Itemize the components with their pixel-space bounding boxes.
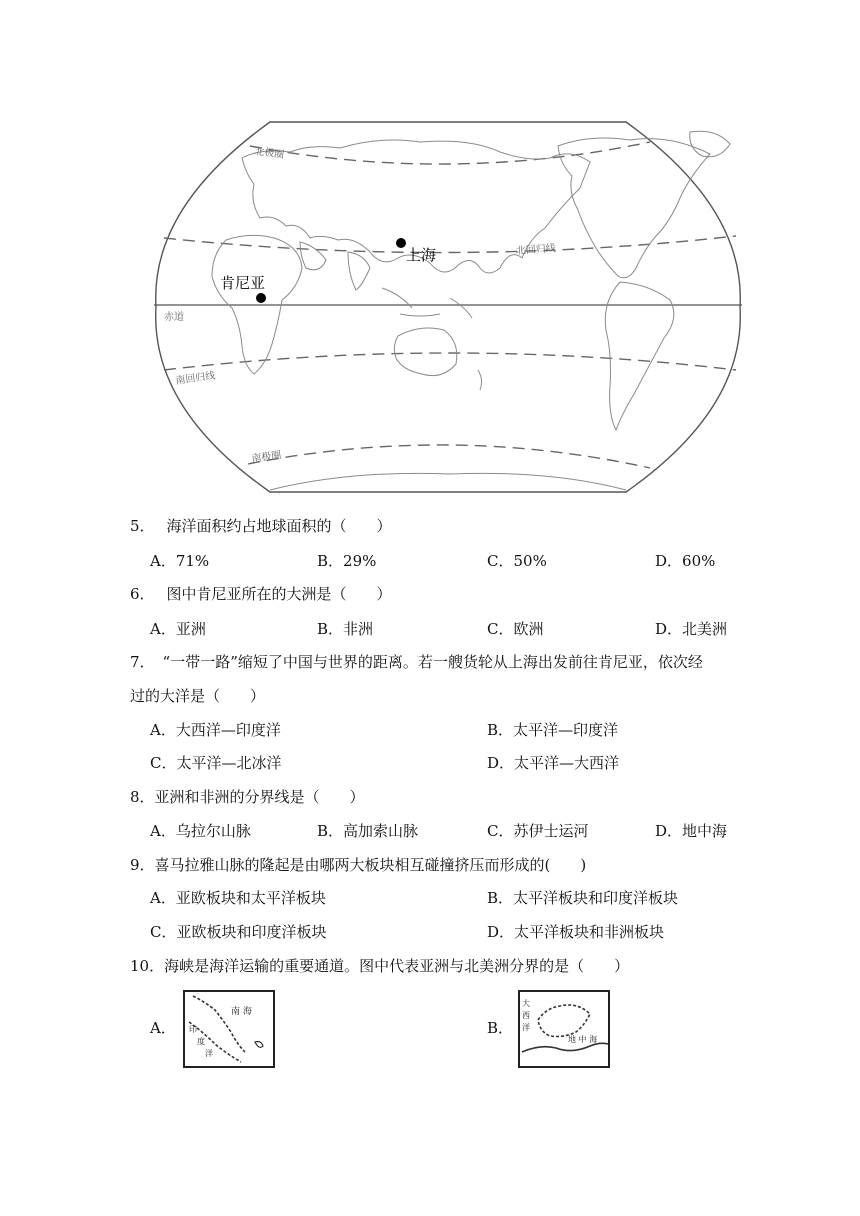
arctic-circle-line [250, 142, 650, 164]
equator-label: 赤道 [164, 312, 184, 323]
question-10 [130, 956, 629, 976]
world-map [150, 118, 746, 496]
newzealand-outline [478, 370, 482, 390]
shanghai-dot [396, 238, 406, 248]
tropic-cancer-label: 北回归线 [515, 243, 557, 257]
q9-option-a[interactable]: A．亚欧板块和太平洋板块 [150, 889, 326, 907]
island-outline [255, 1042, 263, 1048]
arctic-circle-label: 北极圈 [253, 146, 285, 162]
question-number: 8． [130, 788, 155, 806]
antarctica-outline [270, 473, 626, 490]
question-number: 9． [130, 856, 155, 874]
kenya-label: 肯尼亚 [220, 274, 266, 292]
north-america-outline [558, 138, 710, 278]
question-6 [130, 584, 392, 604]
shanghai-label: 上海 [406, 246, 437, 264]
question-number: 6． [130, 585, 155, 603]
antarctic-circle-line [248, 445, 650, 468]
question-8 [130, 787, 365, 807]
thumb-b-label-2: 西 [522, 1011, 530, 1020]
q8-option-c[interactable]: C．苏伊士运河 [487, 822, 589, 840]
south-america-outline [605, 282, 674, 430]
q5-option-d[interactable]: D．60% [655, 552, 716, 570]
q7-option-d[interactable]: D．太平洋—大西洋 [487, 754, 620, 772]
q6-option-c[interactable]: C．欧洲 [487, 620, 544, 638]
q10-strait-map-a[interactable] [183, 990, 275, 1068]
question-number: 10． [130, 957, 165, 975]
greenland-outline [690, 131, 730, 157]
thumb-a-sea-label: 南 海 [231, 1007, 252, 1017]
thumb-b-label-1: 大 [522, 999, 530, 1008]
question-text: 图中肯尼亚所在的大洲是（ ） [166, 585, 392, 603]
thumb-b-sea-label: 地 中 海 [568, 1035, 598, 1044]
q9-option-d[interactable]: D．太平洋板块和非洲板块 [487, 923, 665, 941]
q7-option-b[interactable]: B．太平洋—印度洋 [487, 721, 619, 739]
question-text: 海峡是海洋运输的重要通道。图中代表亚洲与北美洲分界的是（ ） [164, 957, 630, 975]
q10-option-b[interactable]: B． [487, 1019, 514, 1037]
q5-option-a[interactable]: A．71% [150, 552, 210, 570]
antarctic-circle-label: 南极圈 [250, 449, 283, 465]
se-asia-outline [382, 288, 472, 318]
q8-option-a[interactable]: A．乌拉尔山脉 [150, 822, 251, 840]
tropic-capricorn-label: 南回归线 [174, 370, 217, 387]
thumb-a-ocean-label-3: 洋 [205, 1049, 213, 1058]
question-text: 喜马拉雅山脉的隆起是由哪两大板块相互碰撞挤压而形成的( ) [154, 856, 587, 874]
iberia-outline [538, 1005, 590, 1037]
arabia-outline [300, 242, 326, 270]
q6-option-a[interactable]: A．亚洲 [150, 620, 206, 638]
question-number: 5． [130, 517, 155, 535]
question-text: 海洋面积约占地球面积的（ ） [166, 517, 392, 535]
q6-option-d[interactable]: D．北美洲 [655, 620, 728, 638]
q7-option-c[interactable]: C．太平洋—北冰洋 [150, 754, 282, 772]
q9-option-b[interactable]: B．太平洋板块和印度洋板块 [487, 889, 679, 907]
question-text: 亚洲和非洲的分界线是（ ） [154, 788, 365, 806]
question-9 [130, 855, 586, 875]
map-frame [156, 122, 741, 492]
q5-option-c[interactable]: C．50% [487, 552, 547, 570]
tropic-cancer-line [164, 236, 736, 253]
question-number: 7． [130, 653, 155, 671]
q10-option-a[interactable]: A． [150, 1019, 176, 1037]
thumb-a-ocean-label-2: 度 [197, 1037, 205, 1046]
question-text-line1: “一带一路”缩短了中国与世界的距离。若一艘货轮从上海出发前往肯尼亚，依次经 [162, 653, 703, 671]
thumb-a-ocean-label-1: 印 [189, 1025, 197, 1034]
question-5 [130, 516, 392, 536]
thumb-b-label-3: 洋 [522, 1023, 530, 1032]
q8-option-b[interactable]: B．高加索山脉 [317, 822, 419, 840]
tropic-capricorn-line [164, 353, 736, 370]
q6-option-b[interactable]: B．非洲 [317, 620, 374, 638]
q7-option-a[interactable]: A．大西洋—印度洋 [150, 721, 281, 739]
question-7 [130, 652, 703, 672]
q8-option-d[interactable]: D．地中海 [655, 822, 728, 840]
india-outline [348, 252, 370, 290]
north-africa-outline [522, 1043, 608, 1052]
q9-option-c[interactable]: C．亚欧板块和印度洋板块 [150, 923, 327, 941]
q5-option-b[interactable]: B．29% [317, 552, 377, 570]
kenya-dot [256, 293, 266, 303]
question-7-line2: 过的大洋是（ ） [130, 687, 266, 705]
australia-outline [394, 328, 456, 376]
q10-strait-map-b[interactable] [518, 990, 610, 1068]
